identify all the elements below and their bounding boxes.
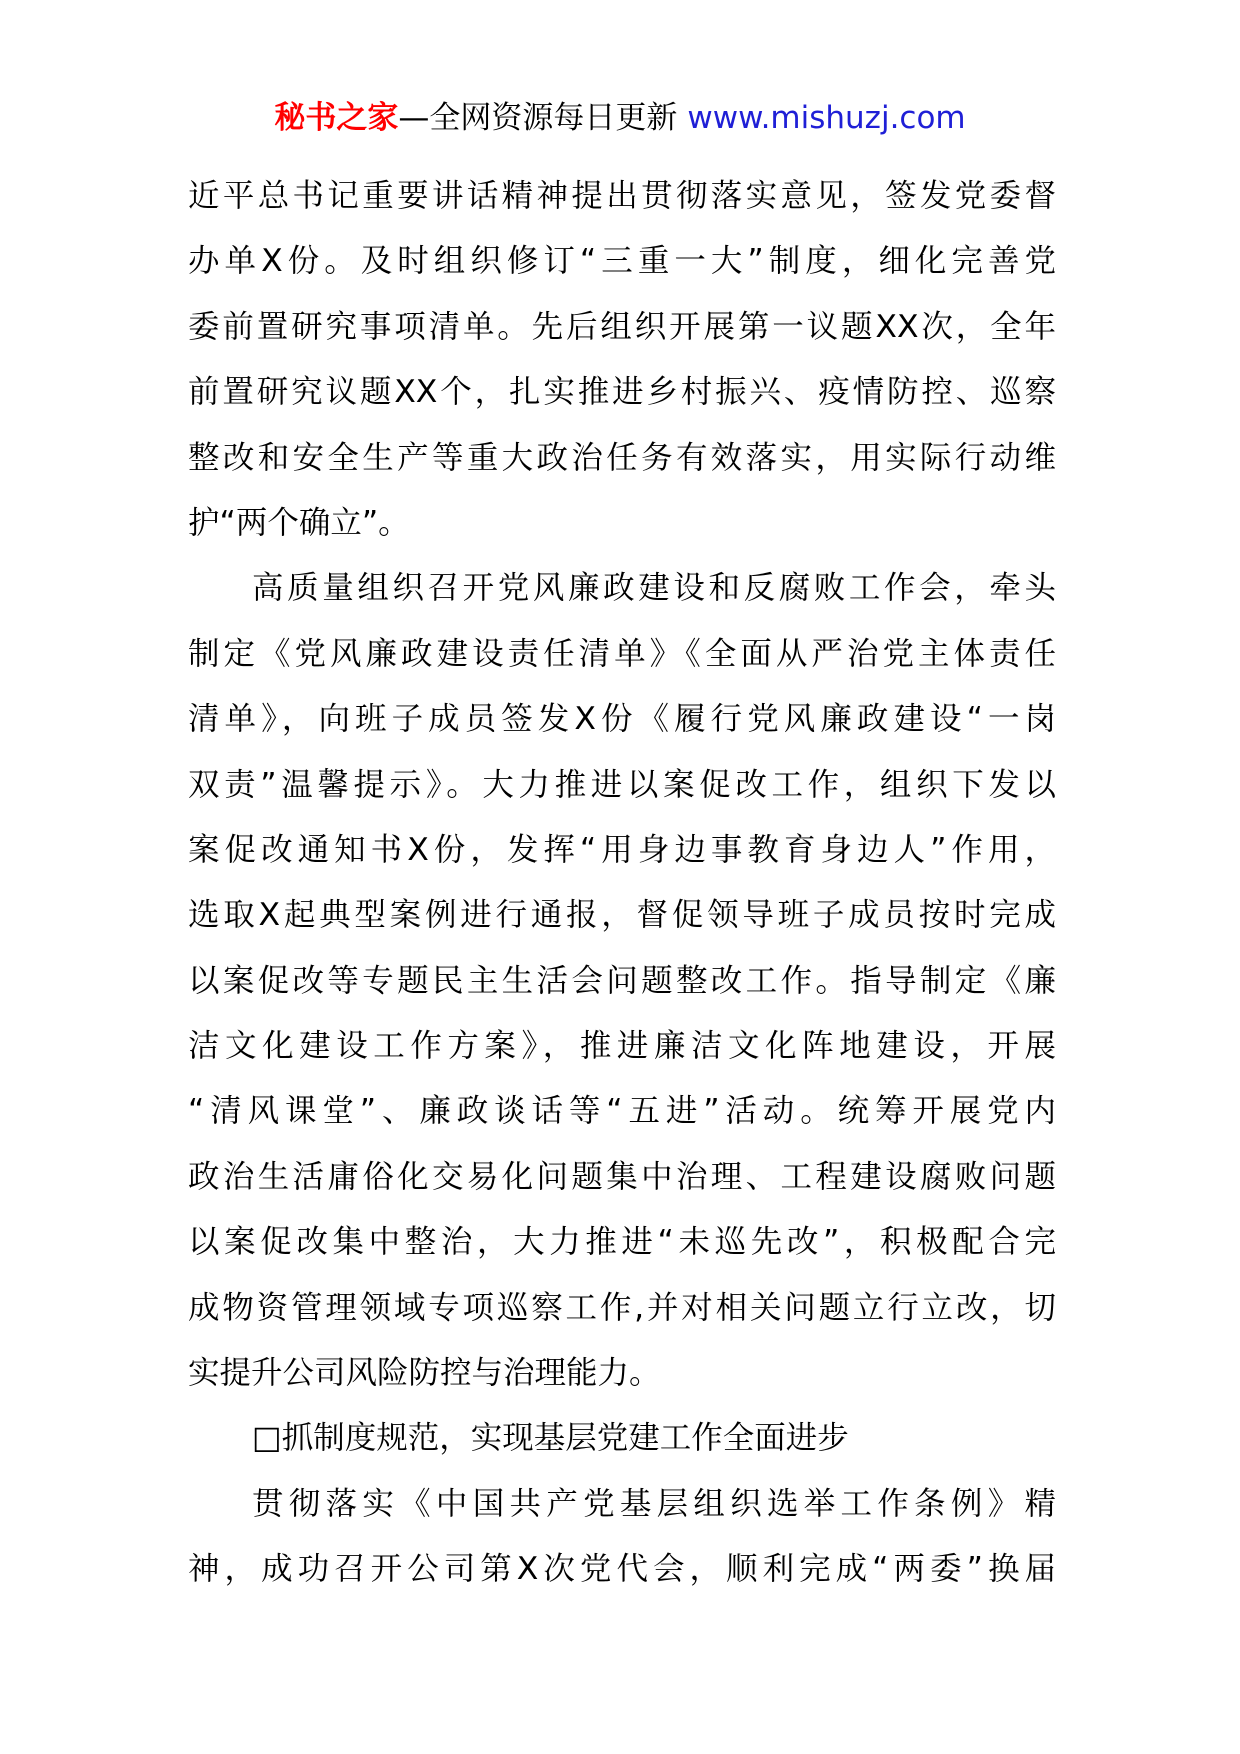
text-line: 神，成功召开公司第X次党代会，顺利完成“两委”换届	[188, 1551, 1056, 1588]
text-line: 清单》，向班子成员签发X份《履行党风廉政建设“一岗	[188, 701, 1056, 738]
page-header	[0, 98, 1240, 138]
text-line: 双责”温馨提示》。大力推进以案促改工作，组织下发以	[188, 766, 1056, 803]
header-tagline: —全网资源每日更新	[398, 100, 678, 136]
text-line: 近平总书记重要讲话精神提出贯彻落实意见，签发党委督	[188, 178, 1056, 214]
header-brand: 秘书之家	[274, 100, 399, 136]
section-heading: □抓制度规范，实现基层党建工作全面进步	[252, 1420, 849, 1457]
text-line: 以案促改等专题民主生活会问题整改工作。指导制定《廉	[188, 962, 1056, 999]
text-line: 护“两个确立”。	[188, 504, 410, 541]
text-line: “清风课堂”、廉政谈话等“五进”活动。统筹开展党内	[188, 1093, 1056, 1130]
text-line: 办单X份。及时组织修订“三重一大”制度，细化完善党	[188, 243, 1056, 280]
text-line: 成物资管理领域专项巡察工作,并对相关问题立行立改，切	[188, 1289, 1056, 1326]
header-site-url[interactable]: www.mishuzj.com	[687, 100, 966, 136]
text-line: 以案促改集中整治，大力推进“未巡先改”，积极配合完	[188, 1224, 1056, 1261]
text-line: 案促改通知书X份，发挥“用身边事教育身边人”作用，	[188, 831, 1056, 868]
document-body	[188, 164, 1056, 1603]
text-line: 整改和安全生产等重大政治任务有效落实，用实际行动维	[188, 439, 1056, 476]
text-line: 实提升公司风险防控与治理能力。	[188, 1355, 661, 1392]
text-line: 政治生活庸俗化交易化问题集中治理、工程建设腐败问题	[188, 1158, 1056, 1195]
text-line: 委前置研究事项清单。先后组织开展第一议题XX次，全年	[188, 308, 1056, 345]
text-line: 制定《党风廉政建设责任清单》《全面从严治党主体责任	[188, 635, 1056, 672]
text-line: 前置研究议题XX个，扎实推进乡村振兴、疫情防控、巡察	[188, 374, 1056, 411]
paragraph-start-line: 贯彻落实《中国共产党基层组织选举工作条例》精	[252, 1485, 1056, 1522]
text-line: 选取X起典型案例进行通报，督促领导班子成员按时完成	[188, 897, 1056, 934]
paragraph-start-line: 高质量组织召开党风廉政建设和反腐败工作会，牵头	[252, 570, 1056, 607]
text-line: 洁文化建设工作方案》，推进廉洁文化阵地建设，开展	[188, 1028, 1056, 1065]
